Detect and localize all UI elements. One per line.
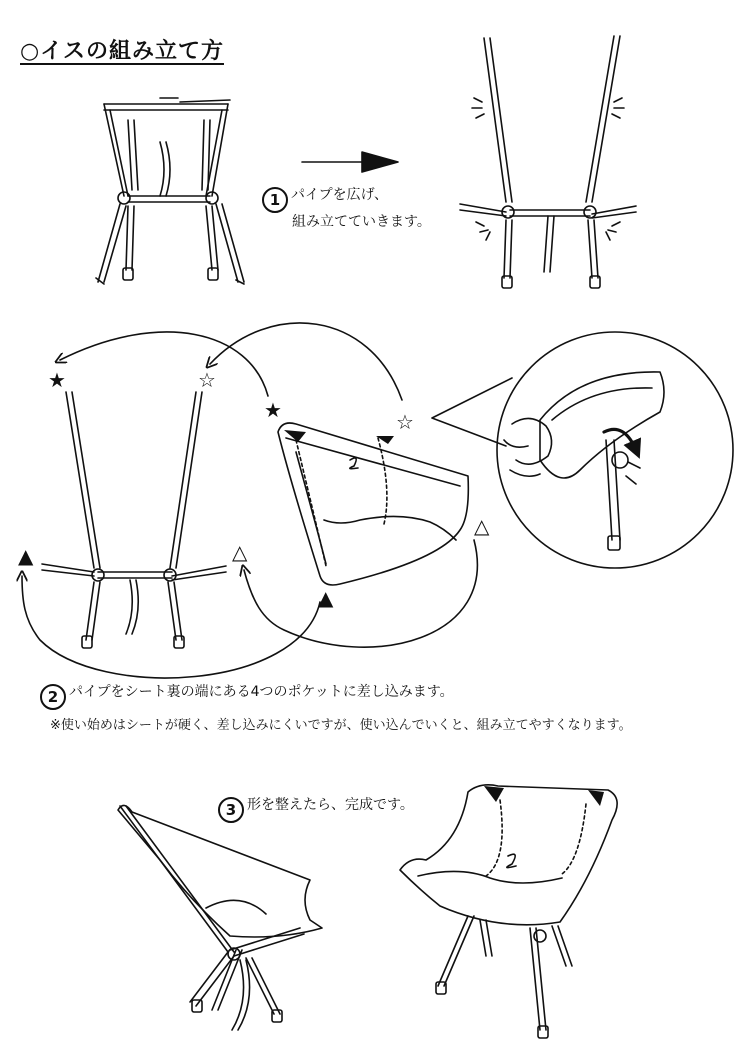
step1-arrow [302,152,398,172]
page-title: ○イスの組み立て方 [20,39,224,64]
step-3-text [218,796,414,823]
marker-star-outline-pole: ☆ [198,368,216,392]
finished-chair-side [118,805,322,1030]
step2-frame [42,392,226,648]
step-1-number: 1 [262,187,288,213]
marker-star-outline-seat: ☆ [396,410,414,434]
step-2-label: パイプをシート裏の端にある4つのポケットに差し込みます。 [69,684,454,700]
usage-note: ※使い始めはシートが硬く、差し込みにくいですが、使い込んでいくと、組み立てやすくなります。 [50,718,632,733]
step-2-number: 2 [40,684,66,710]
marker-star-filled-pole: ★ [48,368,66,392]
step-1-text [262,186,431,231]
chair-seat [278,423,468,585]
step-3-number: 3 [218,797,244,823]
finished-chair-front [400,785,617,1038]
unfolded-frame [460,36,636,288]
marker-triangle-outline-seat: △ [474,514,490,538]
insertion-arrows [22,323,477,678]
marker-star-filled-seat: ★ [264,398,282,422]
folded-frame [96,98,244,284]
marker-triangle-outline-pole: △ [232,540,248,564]
step-3-label: 形を整えたら、完成です。 [247,797,414,813]
step-1-line-1: パイプを広げ、 [291,187,389,203]
marker-triangle-filled-pole: ▲ [18,544,34,568]
step-2-text [40,683,454,710]
marker-triangle-filled-seat: ▲ [318,586,334,610]
step-1-line-2: 組み立てていきます。 [292,214,431,230]
